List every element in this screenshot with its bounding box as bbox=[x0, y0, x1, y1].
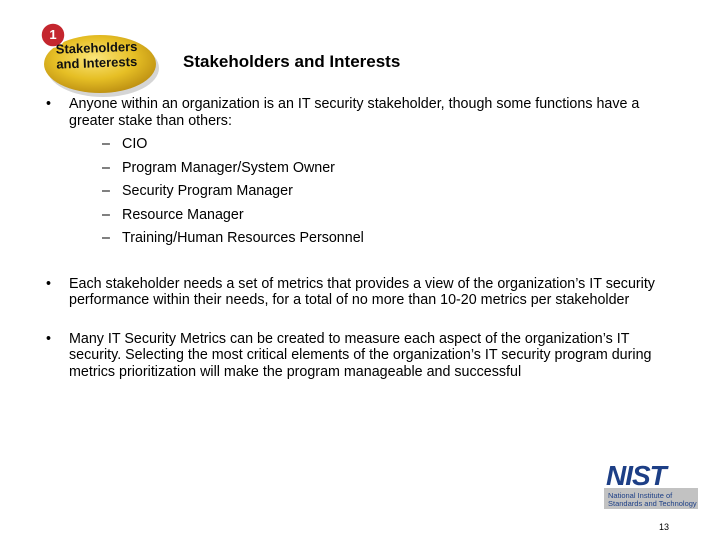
sub-item: – CIO bbox=[102, 136, 148, 152]
bullet-item bbox=[40, 331, 680, 381]
logo-wordmark: NIST bbox=[606, 460, 666, 491]
bullet-item bbox=[40, 96, 680, 254]
sub-item-text: CIO bbox=[122, 136, 148, 152]
bullet-text: Each stakeholder needs a set of metrics that provides a view of the organization’s IT security performance within their needs, for a total of no more than 10-20 metrics per stakeholder bbox=[69, 275, 655, 308]
badge-number: 1 bbox=[49, 27, 57, 42]
sub-item-text: Program Manager/System Owner bbox=[122, 159, 335, 176]
badge-label: Stakeholders and Interests bbox=[55, 38, 138, 72]
slide-body bbox=[40, 96, 680, 380]
sub-item: – Resource Manager bbox=[102, 206, 244, 223]
bullet-item bbox=[40, 276, 680, 309]
bullet-glyph: • bbox=[46, 96, 52, 112]
logo-subtitle: National Institute of Standards and Technology bbox=[608, 491, 697, 508]
section-badge bbox=[36, 18, 162, 100]
page-number: 13 bbox=[659, 522, 670, 532]
sub-item: – Program Manager/System Owner bbox=[102, 159, 335, 176]
slide-title: Stakeholders and Interests bbox=[183, 52, 401, 71]
bullet-glyph: • bbox=[46, 330, 52, 347]
sub-list bbox=[69, 136, 680, 254]
bullet-text: Many IT Security Metrics can be created to measure each aspect of the organization’s IT security. Selecting the most critical elements of the organization’s IT security program during metrics prioritization will make the program manageable and successful bbox=[69, 330, 652, 380]
sub-item-text: Security Program Manager bbox=[122, 183, 293, 199]
nist-logo bbox=[596, 462, 700, 510]
sub-item-text: Resource Manager bbox=[122, 206, 244, 223]
bullet-glyph: • bbox=[46, 275, 52, 292]
sub-item-text: Training/Human Resources Personnel bbox=[122, 230, 364, 246]
bullet-text: Anyone within an organization is an IT security stakeholder, though some functions have a greater stake than others: bbox=[69, 96, 640, 129]
sub-item: – Training/Human Resources Personnel bbox=[102, 230, 364, 246]
sub-item: – Security Program Manager bbox=[102, 183, 293, 199]
